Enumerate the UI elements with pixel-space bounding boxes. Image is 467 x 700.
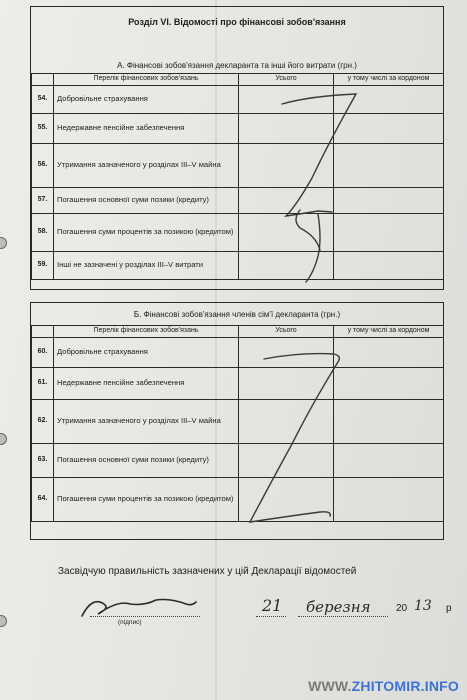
cross-out-mark-a xyxy=(282,94,356,282)
row-label: Добровільне страхування xyxy=(54,338,239,368)
row-label: Недержавне пенсійне забезпечення xyxy=(54,114,239,144)
section-title: Розділ VI. Відомості про фінансові зобов'язання xyxy=(128,17,346,27)
cross-out-mark-b xyxy=(250,354,339,522)
row-label: Інші не зазначені у розділах III–V витрати xyxy=(54,252,239,280)
watermark-prefix: WWW. xyxy=(308,678,352,694)
row-number: 55. xyxy=(32,114,54,144)
row-label: Погашення основної суми позики (кредиту) xyxy=(54,444,239,478)
signature-line xyxy=(90,616,200,617)
attestation-text: Засвідчую правильність зазначених у цій Декларації відомостей xyxy=(58,566,357,577)
row-number: 58. xyxy=(32,214,54,252)
date-month-line xyxy=(298,616,388,617)
header-total: Усього xyxy=(239,74,334,86)
header-abroad: у тому числі за кордоном xyxy=(334,326,444,338)
row-number: 61. xyxy=(32,368,54,400)
date-day: 21 xyxy=(262,596,283,615)
row-number: 57. xyxy=(32,188,54,214)
part-a-title: А. Фінансові зобов'язання декларанта та інші його витрати (грн.) xyxy=(117,61,357,70)
signature-scribble xyxy=(82,600,196,617)
year-suffix: 13 xyxy=(414,598,432,614)
header-list: Перелік фінансових зобов'язань xyxy=(54,74,239,86)
row-label: Добровільне страхування xyxy=(54,86,239,114)
header-abroad: у тому числі за кордоном xyxy=(334,74,444,86)
header-total: Усього xyxy=(239,326,334,338)
row-label: Погашення суми процентів за позикою (кредитом) xyxy=(54,478,239,522)
part-b-title: Б. Фінансові зобов'язання членів сім'ї декларанта (грн.) xyxy=(133,310,341,319)
row-number: 62. xyxy=(32,400,54,444)
row-label: Погашення суми процентів за позикою (кредитом) xyxy=(54,214,239,252)
row-number: 54. xyxy=(32,86,54,114)
row-number: 59. xyxy=(32,252,54,280)
year-letter: р xyxy=(446,603,452,614)
watermark xyxy=(308,678,459,694)
year-prefix: 20 xyxy=(396,603,408,614)
header-list: Перелік фінансових зобов'язань xyxy=(54,326,239,338)
row-label: Погашення основної суми позики (кредиту) xyxy=(54,188,239,214)
row-label: Утримання зазначеного у розділах III–V майна xyxy=(54,400,239,444)
signature-caption: (підпис) xyxy=(118,619,142,626)
watermark-name: ZHITOMIR.INFO xyxy=(351,678,459,694)
row-number: 64. xyxy=(32,478,54,522)
row-label: Утримання зазначеного у розділах III–V майна xyxy=(54,144,239,188)
row-label: Недержавне пенсійне забезпечення xyxy=(54,368,239,400)
row-number: 60. xyxy=(32,338,54,368)
date-day-line xyxy=(256,616,286,617)
row-number: 63. xyxy=(32,444,54,478)
row-number: 56. xyxy=(32,144,54,188)
date-month: березня xyxy=(306,598,371,616)
